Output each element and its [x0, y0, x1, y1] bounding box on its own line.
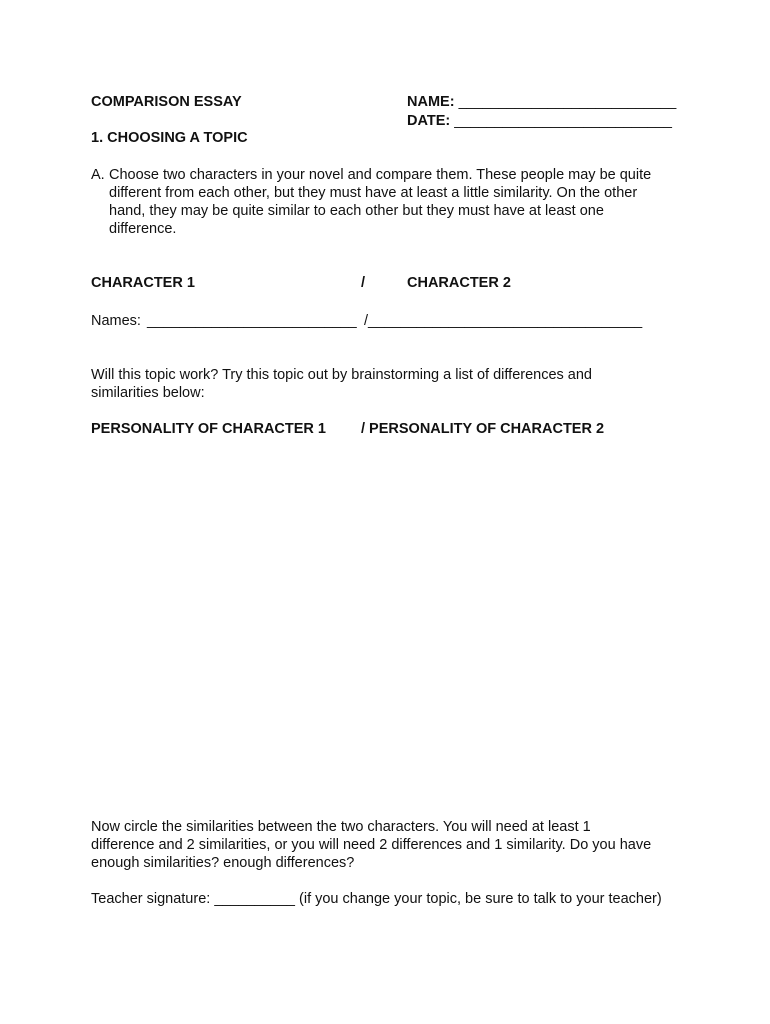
instruction-marker: A.	[91, 167, 105, 183]
teacher-signature-row	[91, 890, 662, 908]
instruction-line-3: hand, they may be quite similar to each other but they must have at least one	[109, 203, 604, 219]
section-heading: 1. CHOOSING A TOPIC	[91, 130, 248, 146]
document-title: COMPARISON ESSAY	[91, 94, 242, 110]
closing-line-2: difference and 2 similarities, or you will need 2 differences and 1 similarity. Do you have	[91, 837, 652, 853]
names-label: Names:	[91, 313, 141, 329]
character-1-header: CHARACTER 1	[91, 275, 195, 291]
date-blank[interactable]: ___________________________	[454, 113, 672, 129]
personality-2-header: / PERSONALITY OF CHARACTER 2	[361, 421, 605, 437]
character-1-name-blank[interactable]: __________________________	[147, 313, 357, 329]
character-2-name-blank[interactable]: /__________________________________	[364, 313, 643, 329]
character-separator: /	[361, 275, 366, 291]
date-label: DATE:	[407, 113, 451, 129]
signature-note: (if you change your topic, be sure to talk to your teacher)	[299, 891, 662, 907]
brainstorm-writing-area[interactable]	[91, 445, 679, 805]
instruction-line-1: Choose two characters in your novel and compare them. These people may be quite	[109, 167, 652, 183]
brainstorm-line-2: similarities below:	[91, 385, 205, 401]
closing-line-3: enough similarities? enough differences?	[91, 855, 355, 871]
signature-label: Teacher signature:	[91, 891, 211, 907]
name-label: NAME:	[407, 94, 455, 110]
brainstorm-line-1: Will this topic work? Try this topic out by brainstorming a list of differences and	[91, 367, 593, 383]
closing-line-1: Now circle the similarities between the two characters. You will need at least 1	[91, 819, 591, 835]
instruction-line-2: different from each other, but they must have at least a little similarity. On the other	[109, 185, 638, 201]
signature-blank[interactable]: __________	[214, 891, 295, 907]
name-blank[interactable]: ___________________________	[458, 94, 677, 110]
date-field[interactable]	[407, 112, 672, 130]
personality-1-header: PERSONALITY OF CHARACTER 1	[91, 421, 326, 437]
name-field[interactable]	[407, 93, 676, 111]
instruction-line-4: difference.	[109, 221, 177, 237]
character-2-header: CHARACTER 2	[407, 275, 511, 291]
